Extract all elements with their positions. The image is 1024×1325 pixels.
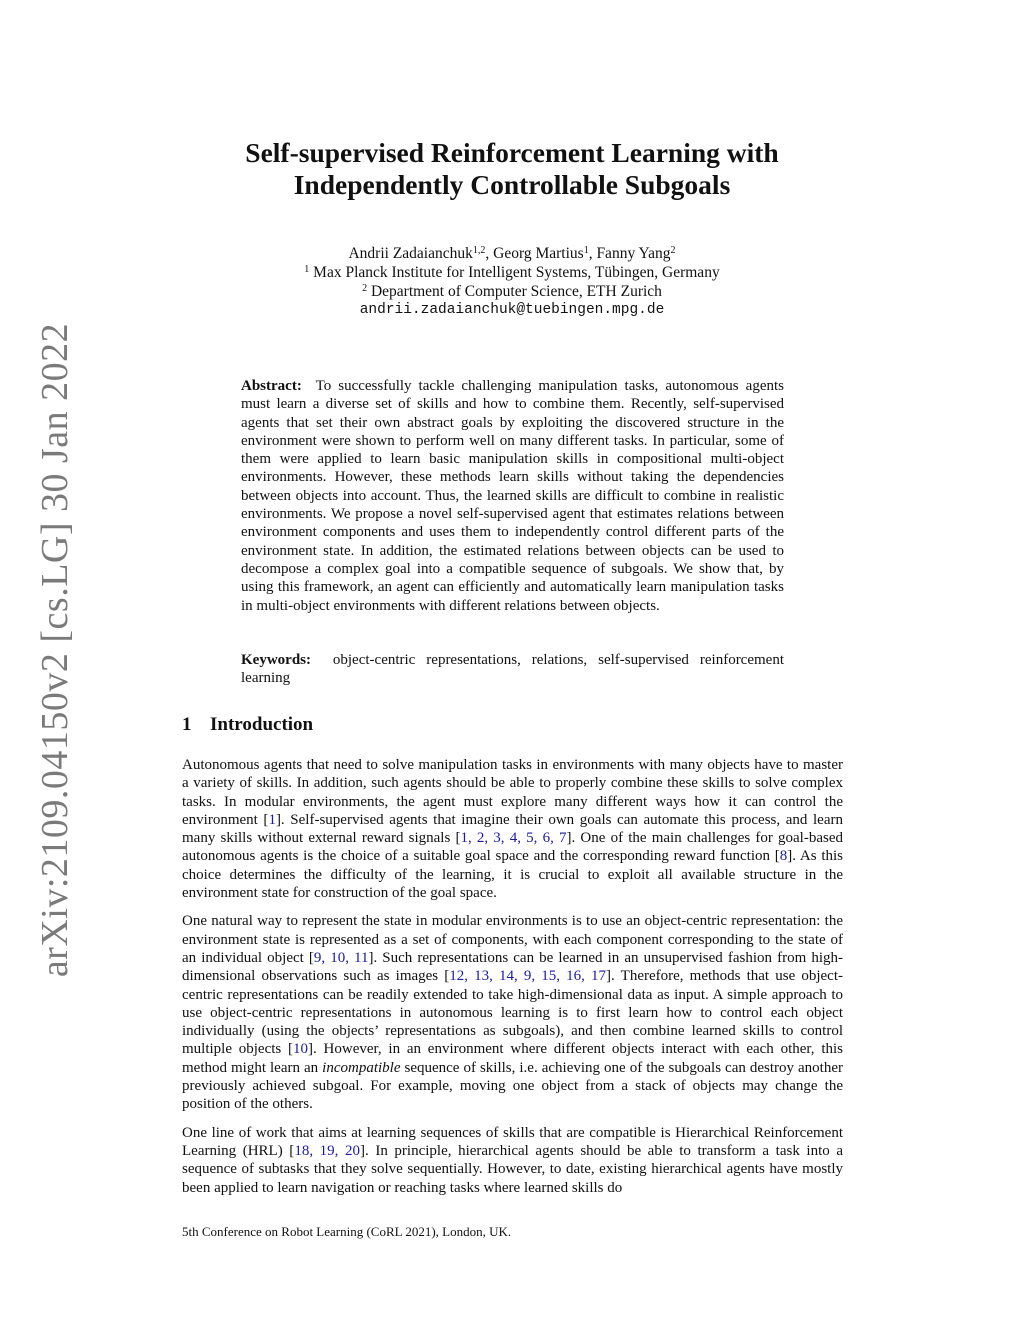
author-3-affiliation: 2 <box>670 245 676 256</box>
citation-link[interactable]: 12, 13, 14, 9, 15, 16, 17 <box>449 968 607 985</box>
paragraph-1-text-4: ]. As this choice determines the difficulty of the learning, it is crucial to exploit all available structure in the environment state for construction of the goal space. <box>182 848 843 902</box>
keywords-label: Keywords: <box>241 652 311 668</box>
title-line-1: Self-supervised Reinforcement Learning with <box>245 137 779 168</box>
paragraph-3-text-2: ]. In principle, hierarchical agents should be able to transform a task into a sequence of subtasks that they solve sequentially. However, to date, existing hierarchical agents have mostly been applied to learn navigation or reaching tasks where learned skills do <box>182 1142 843 1196</box>
arxiv-identifier-stamp <box>0 0 90 1325</box>
affiliation-2 <box>140 282 884 301</box>
affiliation-1 <box>140 263 884 282</box>
paragraph-3 <box>182 1124 843 1197</box>
paragraph-1-text-3: ]. One of the main challenges for goal-based autonomous agents is the choice of a suitable goal space and the corresponding reward function [ <box>182 830 844 865</box>
affiliation-2-text: Department of Computer Science, ETH Zurich <box>367 283 662 300</box>
citation-link[interactable]: 1 <box>268 811 276 828</box>
paragraph-2-text-2: ]. Such representations can be learned in an unsupervised fashion from high-dimensional observations such as images [ <box>182 949 843 985</box>
paragraph-1 <box>182 756 843 902</box>
citation-link[interactable]: 10 <box>293 1041 309 1058</box>
citation-link[interactable]: 1, 2, 3, 4, 5, 6, 7 <box>460 830 567 847</box>
paragraph-3-text-1: One line of work that aims at learning sequences of skills that are compatible is Hierarchical Reinforcement Learning (HRL) [ <box>182 1124 843 1159</box>
keywords <box>241 651 784 688</box>
section-title: Introduction <box>210 714 314 735</box>
section-number: 1 <box>182 714 192 735</box>
introduction-body <box>182 756 843 1207</box>
paragraph-2-text-3: ]. Therefore, methods that use object-centric representations can be readily extended to take high-dimensional data as input. A simple approach to use object-centric representations in autonomous learning is to first learn how to control each object individually (using the objects’ representations as subgoals), and then combine learned skills to control multiple objects [ <box>182 968 843 1058</box>
author-names <box>140 244 884 263</box>
conference-footnote: 5th Conference on Robot Learning (CoRL 2021), London, UK. <box>182 1224 512 1239</box>
citation-link[interactable]: 18, 19, 20 <box>294 1142 360 1159</box>
paragraph-1-text-2: ]. Self-supervised agents that imagine their own goals can automate this process, and learn many skills without external reward signals [ <box>182 811 843 847</box>
section-heading-introduction <box>182 714 313 736</box>
affiliation-2-marker: 2 <box>362 283 368 294</box>
author-2-affiliation: 1 <box>583 245 589 256</box>
arxiv-stamp-text: arXiv:2109.04150v2 [cs.LG] 30 Jan 2022 <box>34 322 76 978</box>
author-email: andrii.zadaianchuk@tuebingen.mpg.de <box>359 302 665 318</box>
abstract <box>241 377 784 615</box>
citation-link[interactable]: 8 <box>779 848 788 865</box>
author-3: , Fanny Yang <box>588 245 671 262</box>
affiliation-1-marker: 1 <box>304 264 310 275</box>
emphasis-incompatible: incompatible <box>322 1059 401 1076</box>
keywords-text: object-centric representations, relations, self-supervised reinforcement learning <box>241 652 784 687</box>
author-2: , Georg Martius <box>485 245 584 262</box>
paragraph-2-text-4: ]. However, in an environment where different objects interact with each other, this method might learn an <box>182 1041 843 1076</box>
paragraph-2 <box>182 912 843 1113</box>
paragraph-1-text-1: Autonomous agents that need to solve manipulation tasks in environments with many objects have to master a variety of skills. In addition, such agents should be able to properly combine these skills to solve complex tasks. In modular environments, the agent must explore many different ways how it can control the environment [ <box>182 757 843 828</box>
citation-link[interactable]: 9, 10, 11 <box>313 949 369 966</box>
author-1: Andrii Zadaianchuk <box>348 245 473 262</box>
abstract-text: To successfully tackle challenging manipulation tasks, autonomous agents must learn a diverse set of skills and how to combine them. Recently, self-supervised agents that set their own abstract goals by exploiting the discovered structure in the environment were shown to perform well on many different tasks. In particular, some of them were applied to learn basic manipulation skills in compositional multi-object environments. However, these methods learn skills without taking the dependencies between objects into account. Thus, the learned skills are difficult to combine in realistic environments. We propose a novel self-supervised agent that estimates relations between environment components and uses them to independently control different parts of the environment state. In addition, the estimated relations between objects can be used to decompose a complex goal into a compatible sequence of subgoals. We show that, by using this framework, an agent can efficiently and automatically learn manipulation tasks in multi-object environments with different relations between objects. <box>241 378 784 614</box>
paragraph-2-text-1: One natural way to represent the state in modular environments is to use an object-centric representation: the environment state is represented as a set of components, with each component corresponding to the state of an individual object [ <box>182 913 843 966</box>
author-1-affiliation: 1,2 <box>472 245 486 256</box>
paragraph-2-text-5: sequence of skills, i.e. achieving one of the subgoals can destroy another previously achieved subgoal. For example, moving one object from a stack of objects may change the position of the others. <box>182 1059 843 1113</box>
author-block <box>140 244 884 320</box>
abstract-label: Abstract: <box>241 378 302 394</box>
paper-title <box>140 137 884 201</box>
title-line-2: Independently Controllable Subgoals <box>293 169 731 200</box>
affiliation-1-text: Max Planck Institute for Intelligent Systems, Tübingen, Germany <box>309 264 720 281</box>
